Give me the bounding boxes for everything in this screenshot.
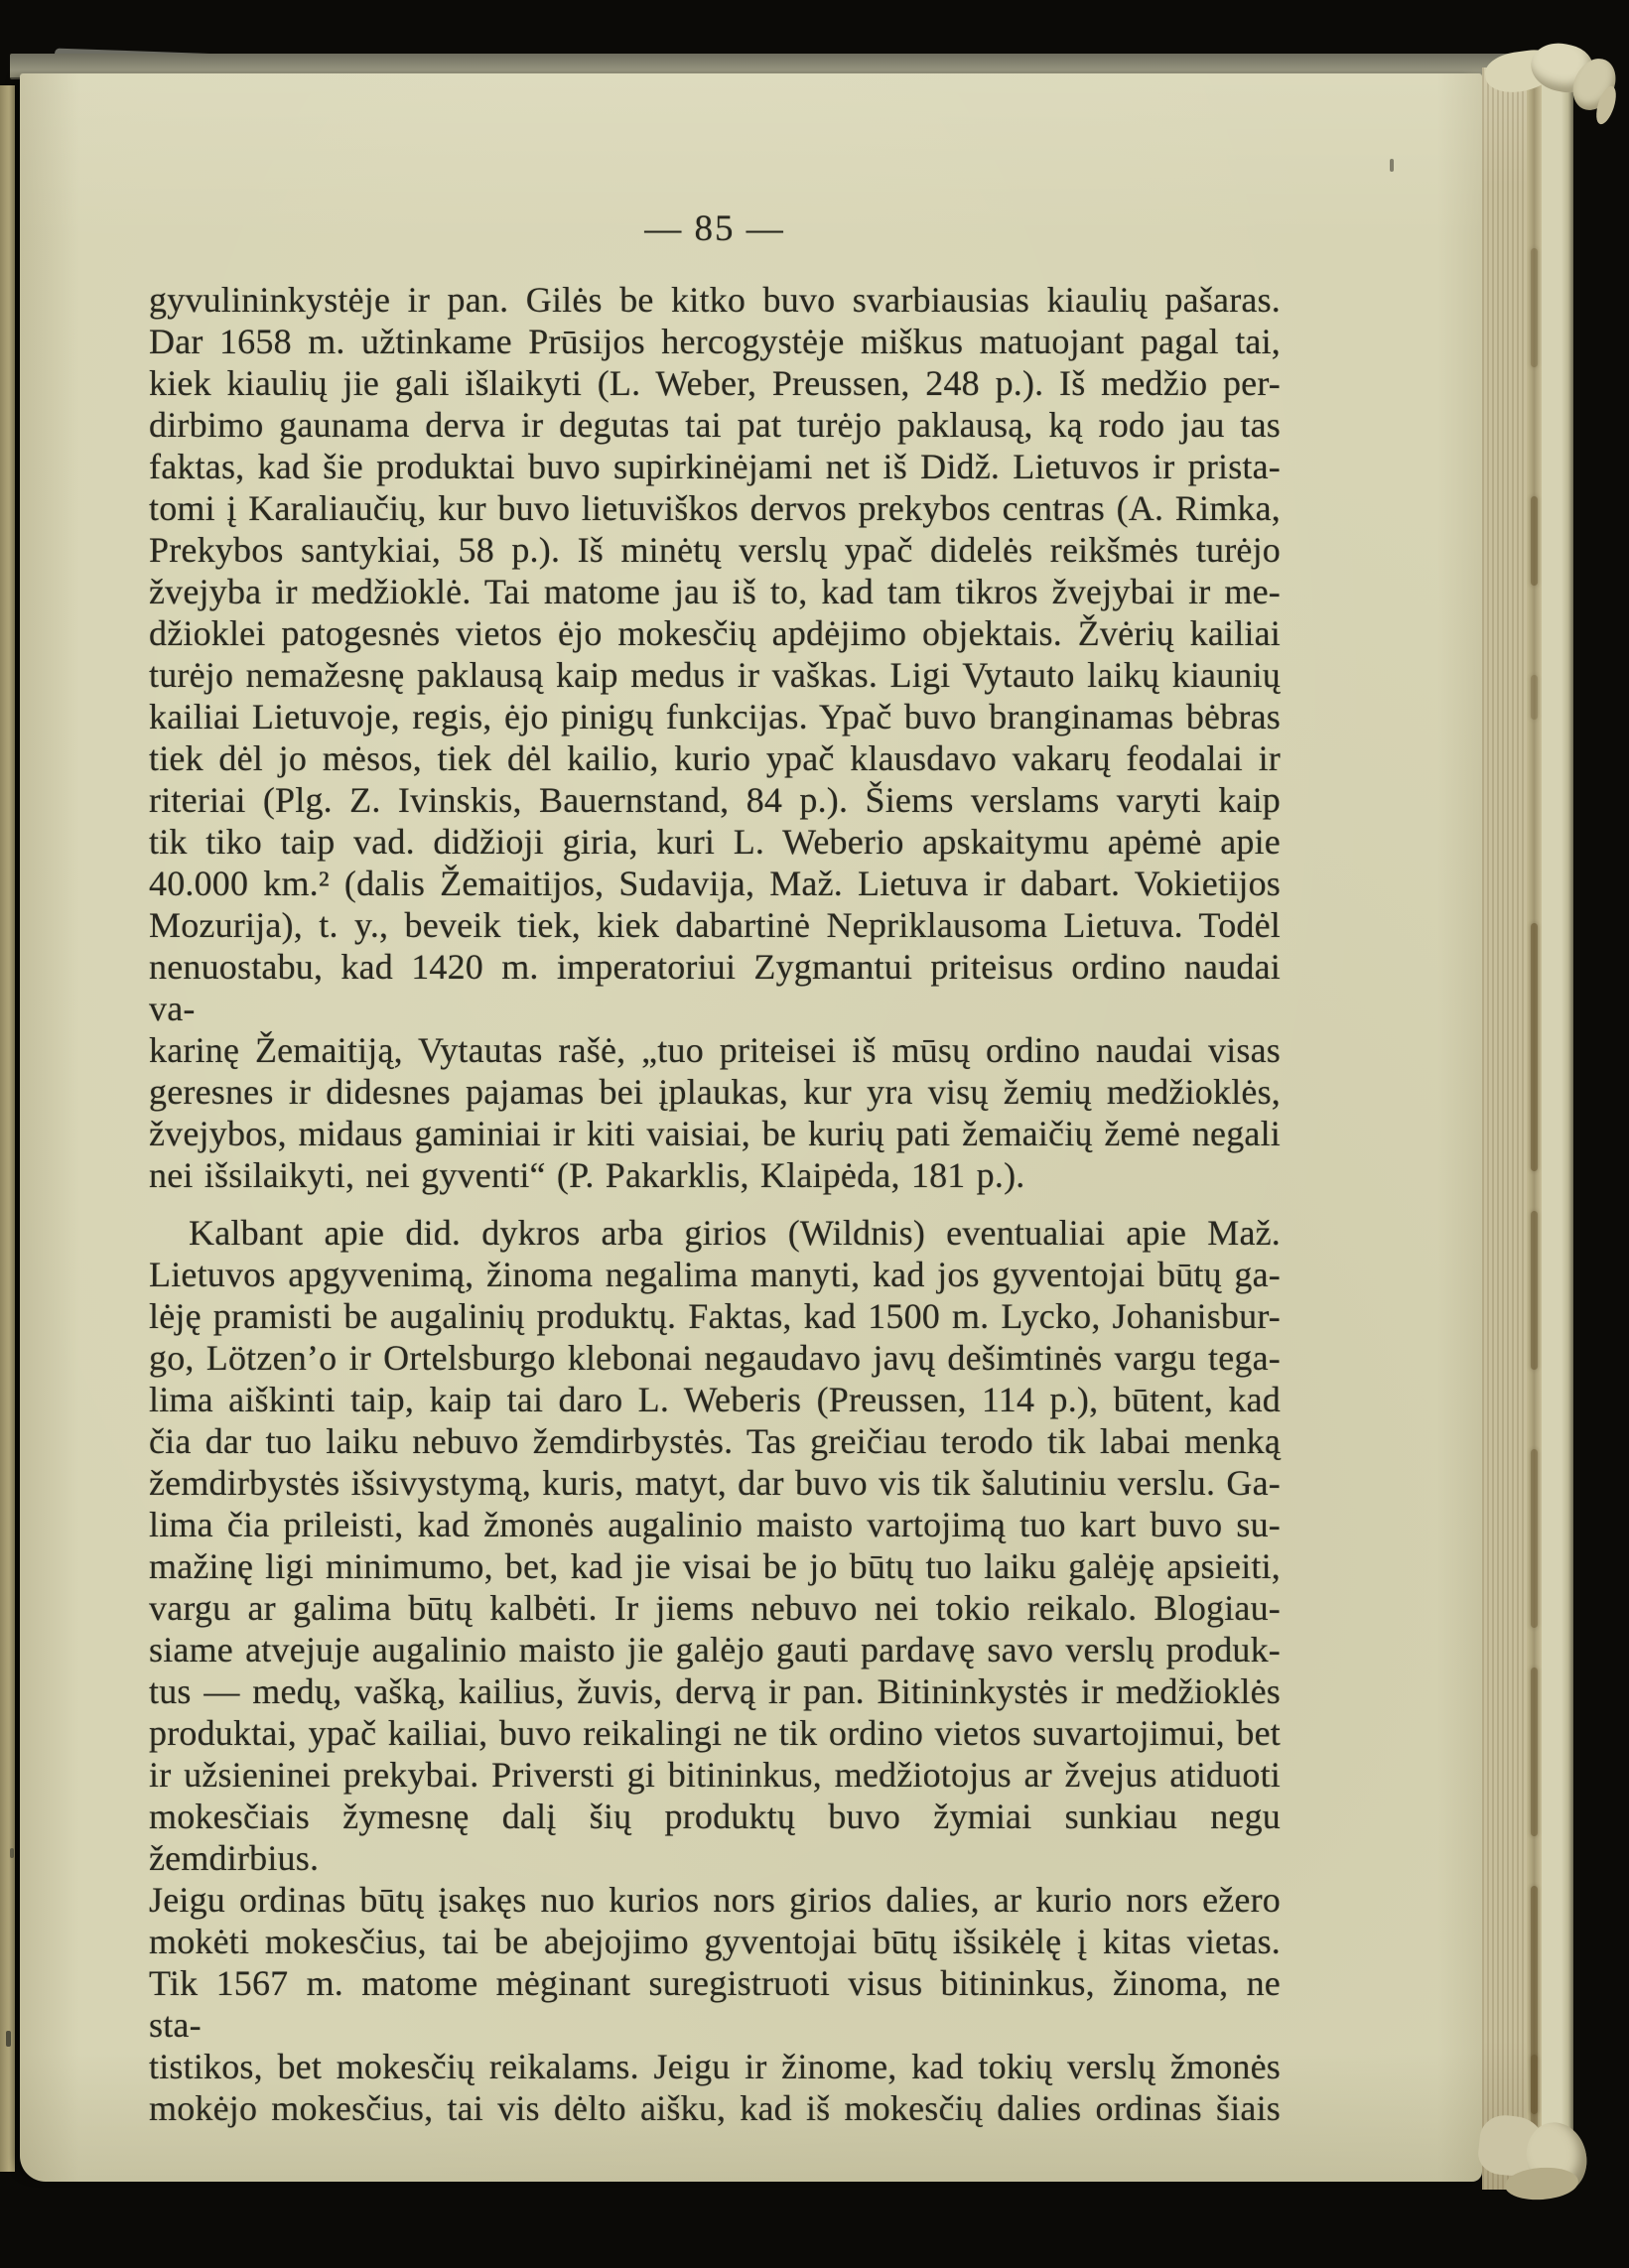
text-line: siame atvejuje augalinio maisto jie galėjo gauti pardavę savo verslų produk- <box>149 1630 1281 1669</box>
ink-speck <box>6 2031 11 2047</box>
text-line: kailiai Lietuvoje, regis, ėjo pinigų funkcijas. Ypač buvo branginamas bėbras <box>149 697 1281 736</box>
edge-streak <box>1531 1668 1538 1836</box>
text-line: vargu ar galima būtų kalbėti. Ir jiems nebuvo nei tokio reikalo. Blogiau- <box>149 1588 1281 1628</box>
edge-streak <box>1531 675 1538 720</box>
text-line: čia dar tuo laiku nebuvo žemdirbystės. Tas greičiau terodo tik labai menką <box>149 1421 1281 1461</box>
text-line: riteriai (Plg. Z. Ivinskis, Bauernstand, 84 p.). Šiems verslams varyti kaip <box>149 780 1281 820</box>
text-line: lima aiškinti taip, kaip tai daro L. Weberis (Preussen, 114 p.), būtent, kad <box>149 1380 1281 1419</box>
text-line: Jeigu ordinas būtų įsakęs nuo kurios nors girios dalies, ar kurio nors ežero <box>149 1880 1281 1920</box>
ink-speck <box>1390 159 1394 172</box>
text-line: lėję pramisti be augalinių produktų. Faktas, kad 1500 m. Lycko, Johanisbur- <box>149 1296 1281 1336</box>
edge-streak <box>1531 496 1538 586</box>
text-line: dirbimo gaunama derva ir degutas tai pat turėjo paklausą, ką rodo jau tas <box>149 405 1281 445</box>
text-line: Lietuvos apgyvenimą, žinoma negalima manyti, kad jos gyventojai būtų ga- <box>149 1255 1281 1294</box>
body-text <box>149 279 1281 2129</box>
edge-streak <box>1531 1211 1538 1370</box>
left-page-underlay <box>0 85 15 2172</box>
frayed-corner-top <box>1479 42 1628 131</box>
text-line: karinę Žemaitiją, Vytautas rašė, „tuo priteisei iš mūsų ordino naudai visas <box>149 1030 1281 1070</box>
frayed-corner-bottom <box>1475 2110 1604 2204</box>
text-line: geresnes ir didesnes pajamas bei įplaukas, kur yra visų žemių medžioklės, <box>149 1072 1281 1112</box>
text-line: žemdirbystės išsivystymą, kuris, matyt, dar buvo vis tik šalutiniu verslu. Ga- <box>149 1463 1281 1503</box>
text-line: lima čia prileisti, kad žmonės augalinio maisto vartojimą tuo kart buvo su- <box>149 1505 1281 1544</box>
text-line: mokesčiais žymesnę dalį šių produktų buvo žymiai sunkiau negu žemdirbius. <box>149 1797 1281 1878</box>
text-line: kiek kiaulių jie gali išlaikyti (L. Weber, Preussen, 248 p.). Iš medžio per- <box>149 363 1281 403</box>
text-line: mokėjo mokesčius, tai vis dėlto aišku, kad iš mokesčių dalies ordinas šiais <box>149 2088 1281 2128</box>
text-line: tistikos, bet mokesčių reikalams. Jeigu ir žinome, kad tokių verslų žmonės <box>149 2047 1281 2086</box>
text-line: mažinę ligi minimumo, bet, kad jie visai be jo būtų tuo laiku galėję apsieiti, <box>149 1546 1281 1586</box>
text-line: Dar 1658 m. užtinkame Prūsijos hercogystėje miškus matuojant pagal tai, <box>149 322 1281 361</box>
book-cover-edge <box>1539 58 1573 2194</box>
page-edge-stack <box>1482 67 1529 2190</box>
text-line: nenuostabu, kad 1420 m. imperatoriui Zygmantui priteisus ordino naudai va- <box>149 947 1281 1028</box>
text-line: go, Lötzen’o ir Ortelsburgo klebonai negaudavo javų dešimtinės vargu tega- <box>149 1338 1281 1378</box>
text-line: žvejybos, midaus gaminiai ir kiti vaisiai, be kurių pati žemaičių žemė negali <box>149 1114 1281 1153</box>
text-line: džioklei patogesnės vietos ėjo mokesčių apdėjimo objektais. Žvėrių kailiai <box>149 613 1281 653</box>
text-line: turėjo nemažesnę paklausą kaip medus ir vaškas. Ligi Vytauto laikų kiaunių <box>149 655 1281 695</box>
text-line: Mozurija), t. y., beveik tiek, kiek dabartinė Nepriklausoma Lietuva. Todėl <box>149 905 1281 945</box>
edge-streak <box>1531 248 1538 367</box>
edge-streak <box>1531 923 1538 1171</box>
text-line: produktai, ypač kailiai, buvo reikalingi ne tik ordino vietos suvartojimui, bet <box>149 1713 1281 1753</box>
text-line: Tik 1567 m. matome mėginant suregistruoti visus bitininkus, žinoma, ne sta- <box>149 1963 1281 2045</box>
text-line: tik tiko taip vad. didžioji giria, kuri L. Weberio apskaitymu apėmė apie <box>149 822 1281 862</box>
text-line: ir užsieninei prekybai. Priversti gi bitininkus, medžiotojus ar žvejus atiduoti <box>149 1755 1281 1795</box>
edge-streak <box>1531 1449 1538 1628</box>
text-line: Prekybos santykiai, 58 p.). Iš minėtų verslų ypač didelės reikšmės turėjo <box>149 530 1281 570</box>
page-text-block <box>149 208 1281 2129</box>
text-line: tomi į Karaliaučių, kur buvo lietuviškos dervos prekybos centras (A. Rimka, <box>149 488 1281 528</box>
ink-speck <box>10 1848 14 1858</box>
text-line: nei išsilaikyti, nei gyventi“ (P. Pakarklis, Klaipėda, 181 p.). <box>149 1155 1025 1195</box>
text-line: faktas, kad šie produktai buvo supirkinėjami net iš Didž. Lietuvos ir prista- <box>149 447 1281 486</box>
page-edge-crease <box>1527 69 1542 2192</box>
book-page <box>20 73 1482 2182</box>
text-line: žvejyba ir medžioklė. Tai matome jau iš to, kad tam tikros žvejybai ir me- <box>149 572 1281 611</box>
text-line: gyvulininkystėje ir pan. Gilės be kitko buvo svarbiausias kiaulių pašaras. <box>149 280 1281 320</box>
text-line: mokėti mokesčius, tai be abejojimo gyventojai būtų išsikėlę į kitas vietas. <box>149 1922 1281 1961</box>
page-number: — 85 — <box>644 208 785 249</box>
text-line: tus — medų, vašką, kailius, žuvis, dervą ir pan. Bitininkystės ir medžioklės <box>149 1671 1281 1711</box>
text-line: Kalbant apie did. dykros arba girios (Wildnis) eventualiai apie Maž. <box>189 1213 1281 1253</box>
text-line: tiek dėl jo mėsos, tiek dėl kailio, kurio ypač klausdavo vakarų feodalai ir <box>149 738 1281 778</box>
text-line: 40.000 km.² (dalis Žemaitijos, Sudavija, Maž. Lietuva ir dabart. Vokietijos <box>149 864 1281 903</box>
